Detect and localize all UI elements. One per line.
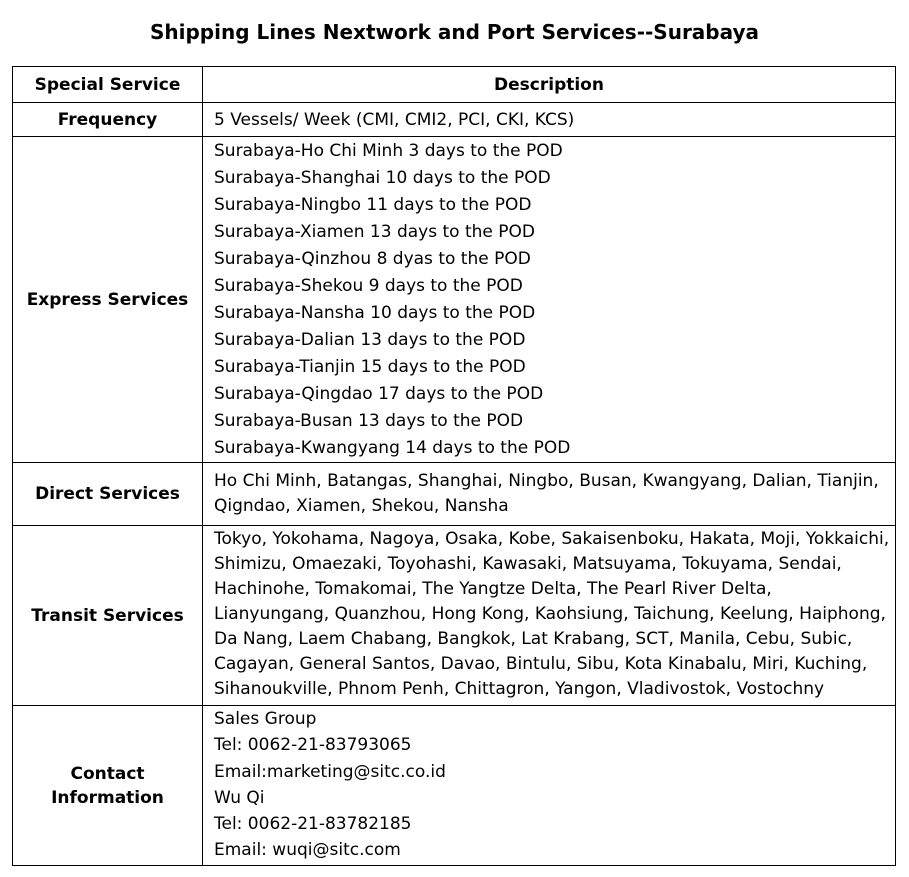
express-route-item: Surabaya-Qinzhou 8 dyas to the POD — [214, 249, 531, 269]
contact-information-details — [203, 706, 896, 866]
table-row-direct-services — [13, 463, 896, 526]
column-header-description: Description — [203, 67, 896, 103]
table-row-express-services — [13, 137, 896, 463]
table-row-transit-services — [13, 526, 896, 706]
express-route-item: Surabaya-Ho Chi Minh 3 days to the POD — [214, 141, 563, 161]
table-header-row — [13, 67, 896, 103]
contact-line: Wu Qi — [214, 787, 265, 808]
frequency-label: Frequency — [13, 103, 203, 137]
express-route-item: Surabaya-Busan 13 days to the POD — [214, 411, 524, 431]
services-table — [12, 66, 896, 866]
contact-line: Tel: 0062-21-83793065 — [214, 735, 412, 756]
express-services-label: Express Services — [13, 137, 203, 463]
frequency-value: 5 Vessels/ Week (CMI, CMI2, PCI, CKI, KCS) — [203, 103, 896, 137]
column-header-special-service: Special Service — [13, 67, 203, 103]
express-route-item: Surabaya-Kwangyang 14 days to the POD — [214, 438, 571, 458]
transit-services-value — [203, 526, 896, 706]
direct-services-label: Direct Services — [13, 463, 203, 526]
express-route-item: Surabaya-Dalian 13 days to the POD — [214, 330, 526, 350]
contact-line: Email: wuqi@sitc.com — [214, 840, 401, 861]
express-route-item: Surabaya-Ningbo 11 days to the POD — [214, 195, 532, 215]
direct-services-text: Ho Chi Minh, Batangas, Shanghai, Ningbo, Busan, Kwangyang, Dalian, Tianjin, Qigndao, Xiamen, Shekou, Nansha — [214, 471, 879, 516]
table-row-contact-information — [13, 706, 896, 866]
express-route-item: Surabaya-Qingdao 17 days to the POD — [214, 384, 544, 404]
express-route-item: Surabaya-Tianjin 15 days to the POD — [214, 357, 526, 377]
express-route-item: Surabaya-Shanghai 10 days to the POD — [214, 168, 551, 188]
transit-services-label: Transit Services — [13, 526, 203, 706]
table-row-frequency — [13, 103, 896, 137]
express-route-item: Surabaya-Nansha 10 days to the POD — [214, 303, 536, 323]
contact-line: Tel: 0062-21-83782185 — [214, 814, 412, 835]
express-route-item: Surabaya-Xiamen 13 days to the POD — [214, 222, 535, 242]
direct-services-value — [203, 463, 896, 526]
contact-line: Email:marketing@sitc.co.id — [214, 761, 446, 782]
express-services-list — [203, 137, 896, 463]
contact-line: Sales Group — [214, 709, 317, 729]
contact-information-label: Contact Information — [13, 706, 203, 866]
transit-services-text: Tokyo, Yokohama, Nagoya, Osaka, Kobe, Sakaisenboku, Hakata, Moji, Yokkaichi, Shimizu, Omaezaki, Toyohashi, Kawasaki, Matsuyama, Tokuyama, Sendai, Hachinohe, Tomakomai, The Yangtze Delta, The Pearl River Delta, Lianyungang, Quanzhou, Hong Kong, Kaohsiung, Taichung, Keelung, Haiphong, Da Nang, Laem Chabang, Bangkok, Lat Krabang, SCT, Manila, Cebu, Subic, Cagayan, General Santos, Davao, Bintulu, Sibu, Kota Kinabalu, Miri, Kuching, Sihanoukville, Phnom Penh, Chittagron, Yangon, Vladivostok, Vostochny — [214, 529, 890, 699]
express-route-item: Surabaya-Shekou 9 days to the POD — [214, 276, 523, 296]
page-title: Shipping Lines Nextwork and Port Services--Surabaya — [149, 20, 760, 44]
